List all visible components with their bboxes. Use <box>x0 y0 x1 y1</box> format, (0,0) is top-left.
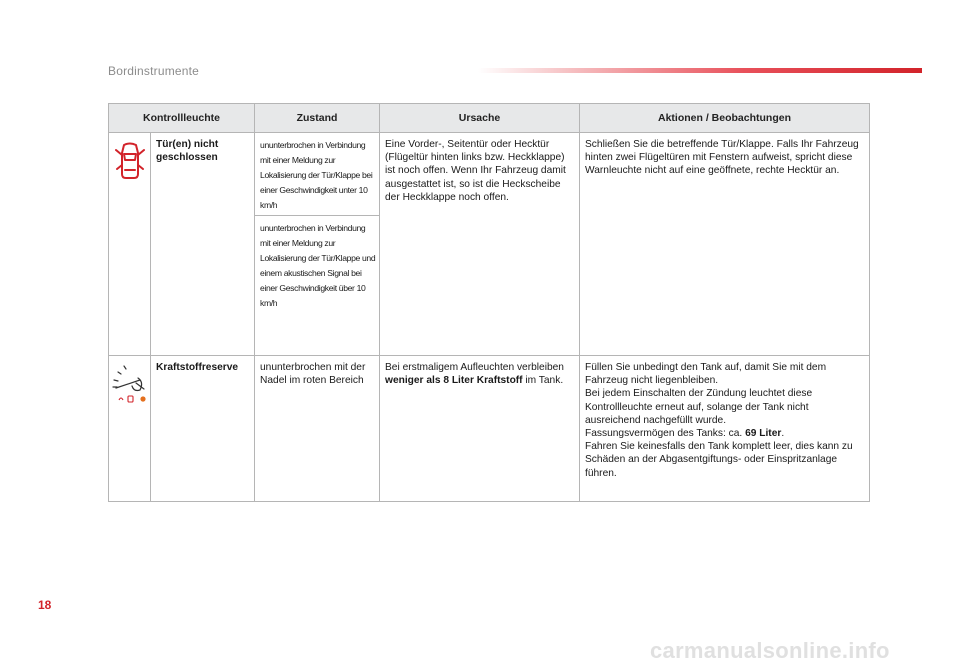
action-cell <box>580 356 870 502</box>
column-header-kontrollleuchte: Kontrollleuchte <box>109 104 255 133</box>
state-cell <box>255 133 380 356</box>
action-text: Füllen Sie unbedingt den Tank auf, damit Sie mit dem Fahrzeug nicht liegenbleiben. Bei jedem Einschalten der Zündung leuchtet diese Kontrollleuchte erneut auf, solange der Tank nicht ausreichend nachgefüllt wurde. Fassungsvermögen des Tanks: ca. 69 Liter. Fahren Sie keinesfalls den Tank komplett leer, dies kann zu Schäden an der Abgasentgiftungs- oder Einspritzanlage führen. <box>585 362 853 479</box>
table-header-row <box>109 104 870 133</box>
fuel-amount-highlight: weniger als 8 Liter Kraftstoff <box>385 375 523 387</box>
action-cell <box>580 133 870 356</box>
watermark: carmanualsonline.info <box>650 638 890 663</box>
warning-name-cell <box>151 356 255 502</box>
warning-name-cell <box>151 133 255 356</box>
column-header-ursache: Ursache <box>380 104 580 133</box>
action-text: Schließen Sie die betreffende Tür/Klappe. Falls Ihr Fahrzeug hinten zwei Flügeltüren mit Fenstern aufweist, spricht diese Warnleuchte nicht auf eine geöffnete, rechte Hecktür an. <box>585 139 859 177</box>
state-text-below-10: ununterbrochen in Verbindung mit einer Meldung zur Lokalisierung der Tür/Klappe bei einer Geschwindigkeit unter 10 km/h <box>260 140 373 210</box>
cause-cell <box>380 356 580 502</box>
fuel-gauge-icon <box>110 393 150 410</box>
section-title: Bordinstrumente <box>108 64 200 78</box>
table-row <box>109 356 870 502</box>
cause-cell <box>380 133 580 356</box>
column-header-aktionen: Aktionen / Beobachtungen <box>580 104 870 133</box>
icon-cell <box>109 356 151 502</box>
cause-text: Eine Vorder-, Seitentür oder Hecktür (Flügeltür hinten links bzw. Heckklappe) ist noch offen. Wenn Ihr Fahrzeug damit ausgestattet ist, so ist die Heckscheibe der Heckklappe noch offen. <box>385 139 566 203</box>
page-number: 18 <box>38 598 52 612</box>
column-header-zustand: Zustand <box>255 104 380 133</box>
table-row <box>109 133 870 356</box>
warning-name: Tür(en) nicht geschlossen <box>156 139 219 163</box>
warning-lights-table <box>108 103 870 502</box>
state-cell <box>255 356 380 502</box>
cause-text: Bei erstmaligem Aufleuchten verbleiben weniger als 8 Liter Kraftstoff im Tank. <box>385 362 564 387</box>
icon-cell <box>109 133 151 356</box>
header-accent-rule <box>478 68 922 73</box>
tank-capacity-highlight: 69 Liter <box>745 428 782 440</box>
warning-name: Kraftstoffreserve <box>156 362 239 373</box>
state-text-above-10: ununterbrochen in Verbindung mit einer Meldung zur Lokalisierung der Tür/Klappe und einem akustischen Signal bei einer Geschwindigkeit über 10 km/h <box>260 223 376 308</box>
door-open-warning-icon <box>115 168 145 185</box>
state-text: ununterbrochen mit der Nadel im roten Bereich <box>260 362 366 387</box>
